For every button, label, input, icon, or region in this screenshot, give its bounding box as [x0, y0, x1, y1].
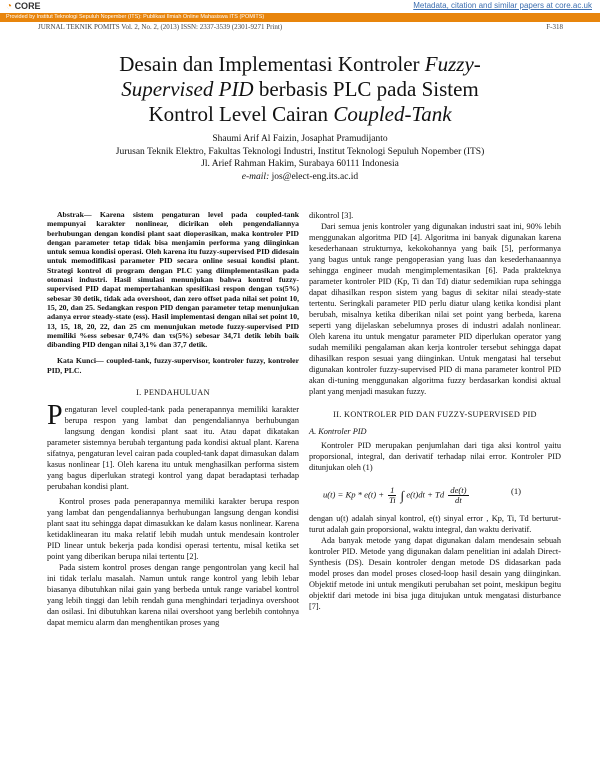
- core-metadata-link[interactable]: Metadata, citation and similar papers at core.ac.uk: [413, 1, 592, 10]
- core-logo[interactable]: [6, 1, 41, 12]
- title-part: Coupled-Tank: [333, 102, 452, 126]
- fraction-denominator: Ti: [388, 495, 396, 505]
- core-header-bar: [0, 0, 600, 13]
- title-part: Fuzzy-: [424, 52, 481, 76]
- integral-sign: ∫: [400, 488, 405, 503]
- title-part: Desain dan Implementasi Kontroler: [119, 52, 425, 76]
- title-part: Kontrol Level Cairan: [148, 102, 334, 126]
- equation-lhs: u(t) = Kp * e(t) +: [323, 489, 387, 500]
- subsection-heading-pid: A. Kontroler PID: [309, 427, 367, 436]
- author-address: Jl. Arief Rahman Hakim, Surabaya 60111 Indonesia: [201, 159, 399, 169]
- title-part: berbasis PLC pada Sistem: [253, 77, 479, 101]
- paper-title: [40, 52, 560, 127]
- running-head: [38, 23, 563, 31]
- abstract-label: Abstrak—: [57, 210, 92, 219]
- pid-paragraph-2: dengan u(t) adalah sinyal kontrol, e(t) sinyal error , Kp, Ti, Td berturut-turut adalah gain proporsional, waktu integral, dan waktu derivatif.: [309, 514, 561, 534]
- fraction-numerator: de(t): [450, 485, 467, 495]
- page-number: F-318: [546, 23, 563, 31]
- right-paragraph-1: Dari semua jenis kontroler yang digunakan industri saat ini, 90% lebih menggunakan algoritma PID [4]. Algoritma ini banyak digunakan karena kesederhanaan strukturnya, kekokohannya yang baik [5], performanya yang bagus untuk range pengoperasian yang luas dan kesederhanaannya sehingga engineer mudah mengimplementasikan [6]. Pada prakteknya parameter kontroler PID (Kp, Ti dan Td) diatur sedemikian rupa sehingga dapat dihasilkan respon sistem yang bagus di sekitar nilai steady-state tertentu. Seringkali parameter PID perlu diatur ulang ketika kondisi plant berubah, misalnya ketika diberikan nilai set point yang berbeda, karena seperti yang dijelaskan sebelumnya proses di industri adalah nonlinear. Oleh karena itu untuk mengatur parameter PID diperlukan operator yang sudah memiliki pengalaman akan kerja kontroler tersebut sehingga dapat dihasilkan respon sesuai yang diinginkan. Untuk mengatasi hal tersebut digunakan kontroler fuzzy-supervised PID di mana parameter kontrol PID akan di-tuning menggunakan algoritma fuzzy berdasarkan kondisi aktual plant yang menjadi masukan fuzzy.: [309, 222, 561, 396]
- provided-by-link[interactable]: Provided by Institut Teknologi Sepuluh Nopember (ITS): Publikasi Ilmiah Online Mahasiswa ITS (POMITS): [6, 14, 265, 20]
- title-part: Supervised PID: [121, 77, 254, 101]
- core-logo-text: CORE: [14, 1, 41, 11]
- intro-paragraph-3: Pada sistem kontrol proses dengan range pengontrolan yang kecil hal ini tidak terlalu masalah. Namun untuk range kontrol yang lebih lebar biasanya dibutuhkan nilai gain yang berbeda untuk range variabel kontrol yang lebih tinggi dan lebih rendah guna menghindari terjadinya overshoot dan osilasi. Ini dibutuhkan karena nilai overshoot yang berlebih contohnya dapat memicu alarm dan menghentikan proses yang: [47, 563, 299, 628]
- drop-cap: P: [47, 400, 63, 432]
- email-label: e-mail:: [241, 171, 270, 182]
- author-block: [40, 133, 560, 183]
- equation-number: (1): [510, 486, 521, 496]
- abstract-text: Karena sistem pengaturan level pada coupled-tank mempunyai karakter nonlinear, dicirikan oleh pengendaliannya berhubungan dengan kondisi plant saat dioperasikan, maka kontroler PID dengan parameter tetap tidak bisa menjamin performa yang diinginkan untuk semua kondisi operasi. Oleh karena itu fuzzy-supervised PID didesain untuk memodifikasi parameter PID secara online sesuai kondisi plant. Strategi kontrol di program dengan PLC yang diimplementasikan pada otomasi industri. Hasil simulasi menunjukan bahwa kontrol fuzzy-supervised PID dapat mempertahankan spesifikasi respon dengan τs(5%) sebesar 30 detik, tidak ada overshoot, dan zero offset pada nilai set point 10, 15, 20, dan 25. Sedangkan respon PID dengan parameter tetap menunjukan adanya error steady-state (ess). Hasil implementasi dengan nilai set point 10, 13, 15, 18, 20, 22, dan 25 cm menunjukan metode fuzzy-supervised PID memiliki %ess sebesar 0,74% dan τs(5%) sebesar 34,71 detik lebih baik dibanding PID dengan nilai 3,1% dan 37,7 detik.: [47, 210, 299, 350]
- right-column: [309, 210, 561, 612]
- keywords: [47, 356, 299, 375]
- core-swirl-icon: ◔: [6, 1, 13, 12]
- equation-body: [323, 486, 471, 505]
- provided-by-bar: [0, 13, 600, 22]
- keywords-label: Kata Kunci—: [57, 356, 104, 366]
- equation-1: [309, 477, 561, 509]
- author-email: [40, 171, 560, 184]
- section-heading-pid: II. KONTROLER PID DAN FUZZY-SUPERVISED PID: [333, 410, 537, 419]
- journal-info: JURNAL TEKNIK POMITS Vol. 2, No. 2, (2013) ISSN: 2337-3539 (2301-9271 Print): [38, 23, 283, 31]
- keywords-text: coupled-tank, fuzzy-supervisor, kontroler fuzzy, kontroler PID, PLC.: [47, 356, 299, 375]
- equation-fraction: [388, 486, 396, 505]
- fraction-numerator: 1: [390, 485, 395, 495]
- equation-fraction: [448, 486, 468, 505]
- equation-middle: e(t)dt + Td: [406, 489, 447, 500]
- intro-paragraph-2: Kontrol proses pada penerapannya memiliki karakter berupa respon yang lambat dan pengendaliannya berhubungan langsung dengan kondisi plant saat itu sehingga dapat dimasukkan ke dalam kasus nonlinear. Karena ketidaklinearan itu maka relatif lebih mudah untuk mendesain kontroler PID linear untuk bekerja pada kondisi operasi tertentu, misal ketika set point yang diberikan berupa nilai tertentu [2].: [47, 497, 299, 562]
- continued-paragraph: dikontrol [3].: [309, 211, 354, 220]
- author-names: Shaumi Arif Al Faizin, Josaphat Pramudijanto: [212, 134, 388, 144]
- intro-paragraph-1: [47, 400, 299, 492]
- pid-paragraph-3: Ada banyak metode yang dapat digunakan dalam mendesain sebuah kontroler PID. Metode yang digunakan dalam penelitian ini adalah Direct-Synthesis (DS). Desain kontroler dengan metode DS didasarkan pada model proses dan model proses closed-loop hasil desain yang diinginkan. Objektif metode ini untuk mengikuti perubahan set point, meskipun begitu objektif dari metode ini bisa juga ditujukan untuk mengatasi disturbance [7].: [309, 536, 561, 611]
- pid-paragraph-1: Kontroler PID merupakan penjumlahan dari tiga aksi kontrol yaitu proporsional, integral, dan derivatif terhadap nilai error. Kontroler PID ditunjukan oleh (1): [309, 441, 561, 472]
- section-heading-introduction: I. PENDAHULUAN: [136, 388, 210, 398]
- paragraph-text: engaturan level coupled-tank pada penerapannya memiliki karakter berupa respon yang lambat dan pengendaliannya berhubungan langsung dengan kondisi plant saat itu. Atau dapat dikatakan parameter sistemnya berubah tergantung pada kondisi aktual plant. Karena sifatnya, pengaturan level cairan pada coupled-tank dapat dimasukan dalam kasus nonlinear [1]. Oleh karena itu untuk menghasilkan performa sistem yang bagus diperlukan strategi kontrol yang dapat beradaptasi terhadap perubahan kondisi plant.: [47, 405, 299, 492]
- fraction-denominator: dt: [455, 495, 462, 505]
- email-address[interactable]: jos@elect-eng.its.ac.id: [271, 171, 359, 182]
- abstract: [47, 210, 299, 349]
- author-department: Jurusan Teknik Elektro, Fakultas Teknologi Industri, Institut Teknologi Sepuluh Nopember (ITS): [115, 146, 485, 157]
- left-column: [47, 210, 299, 628]
